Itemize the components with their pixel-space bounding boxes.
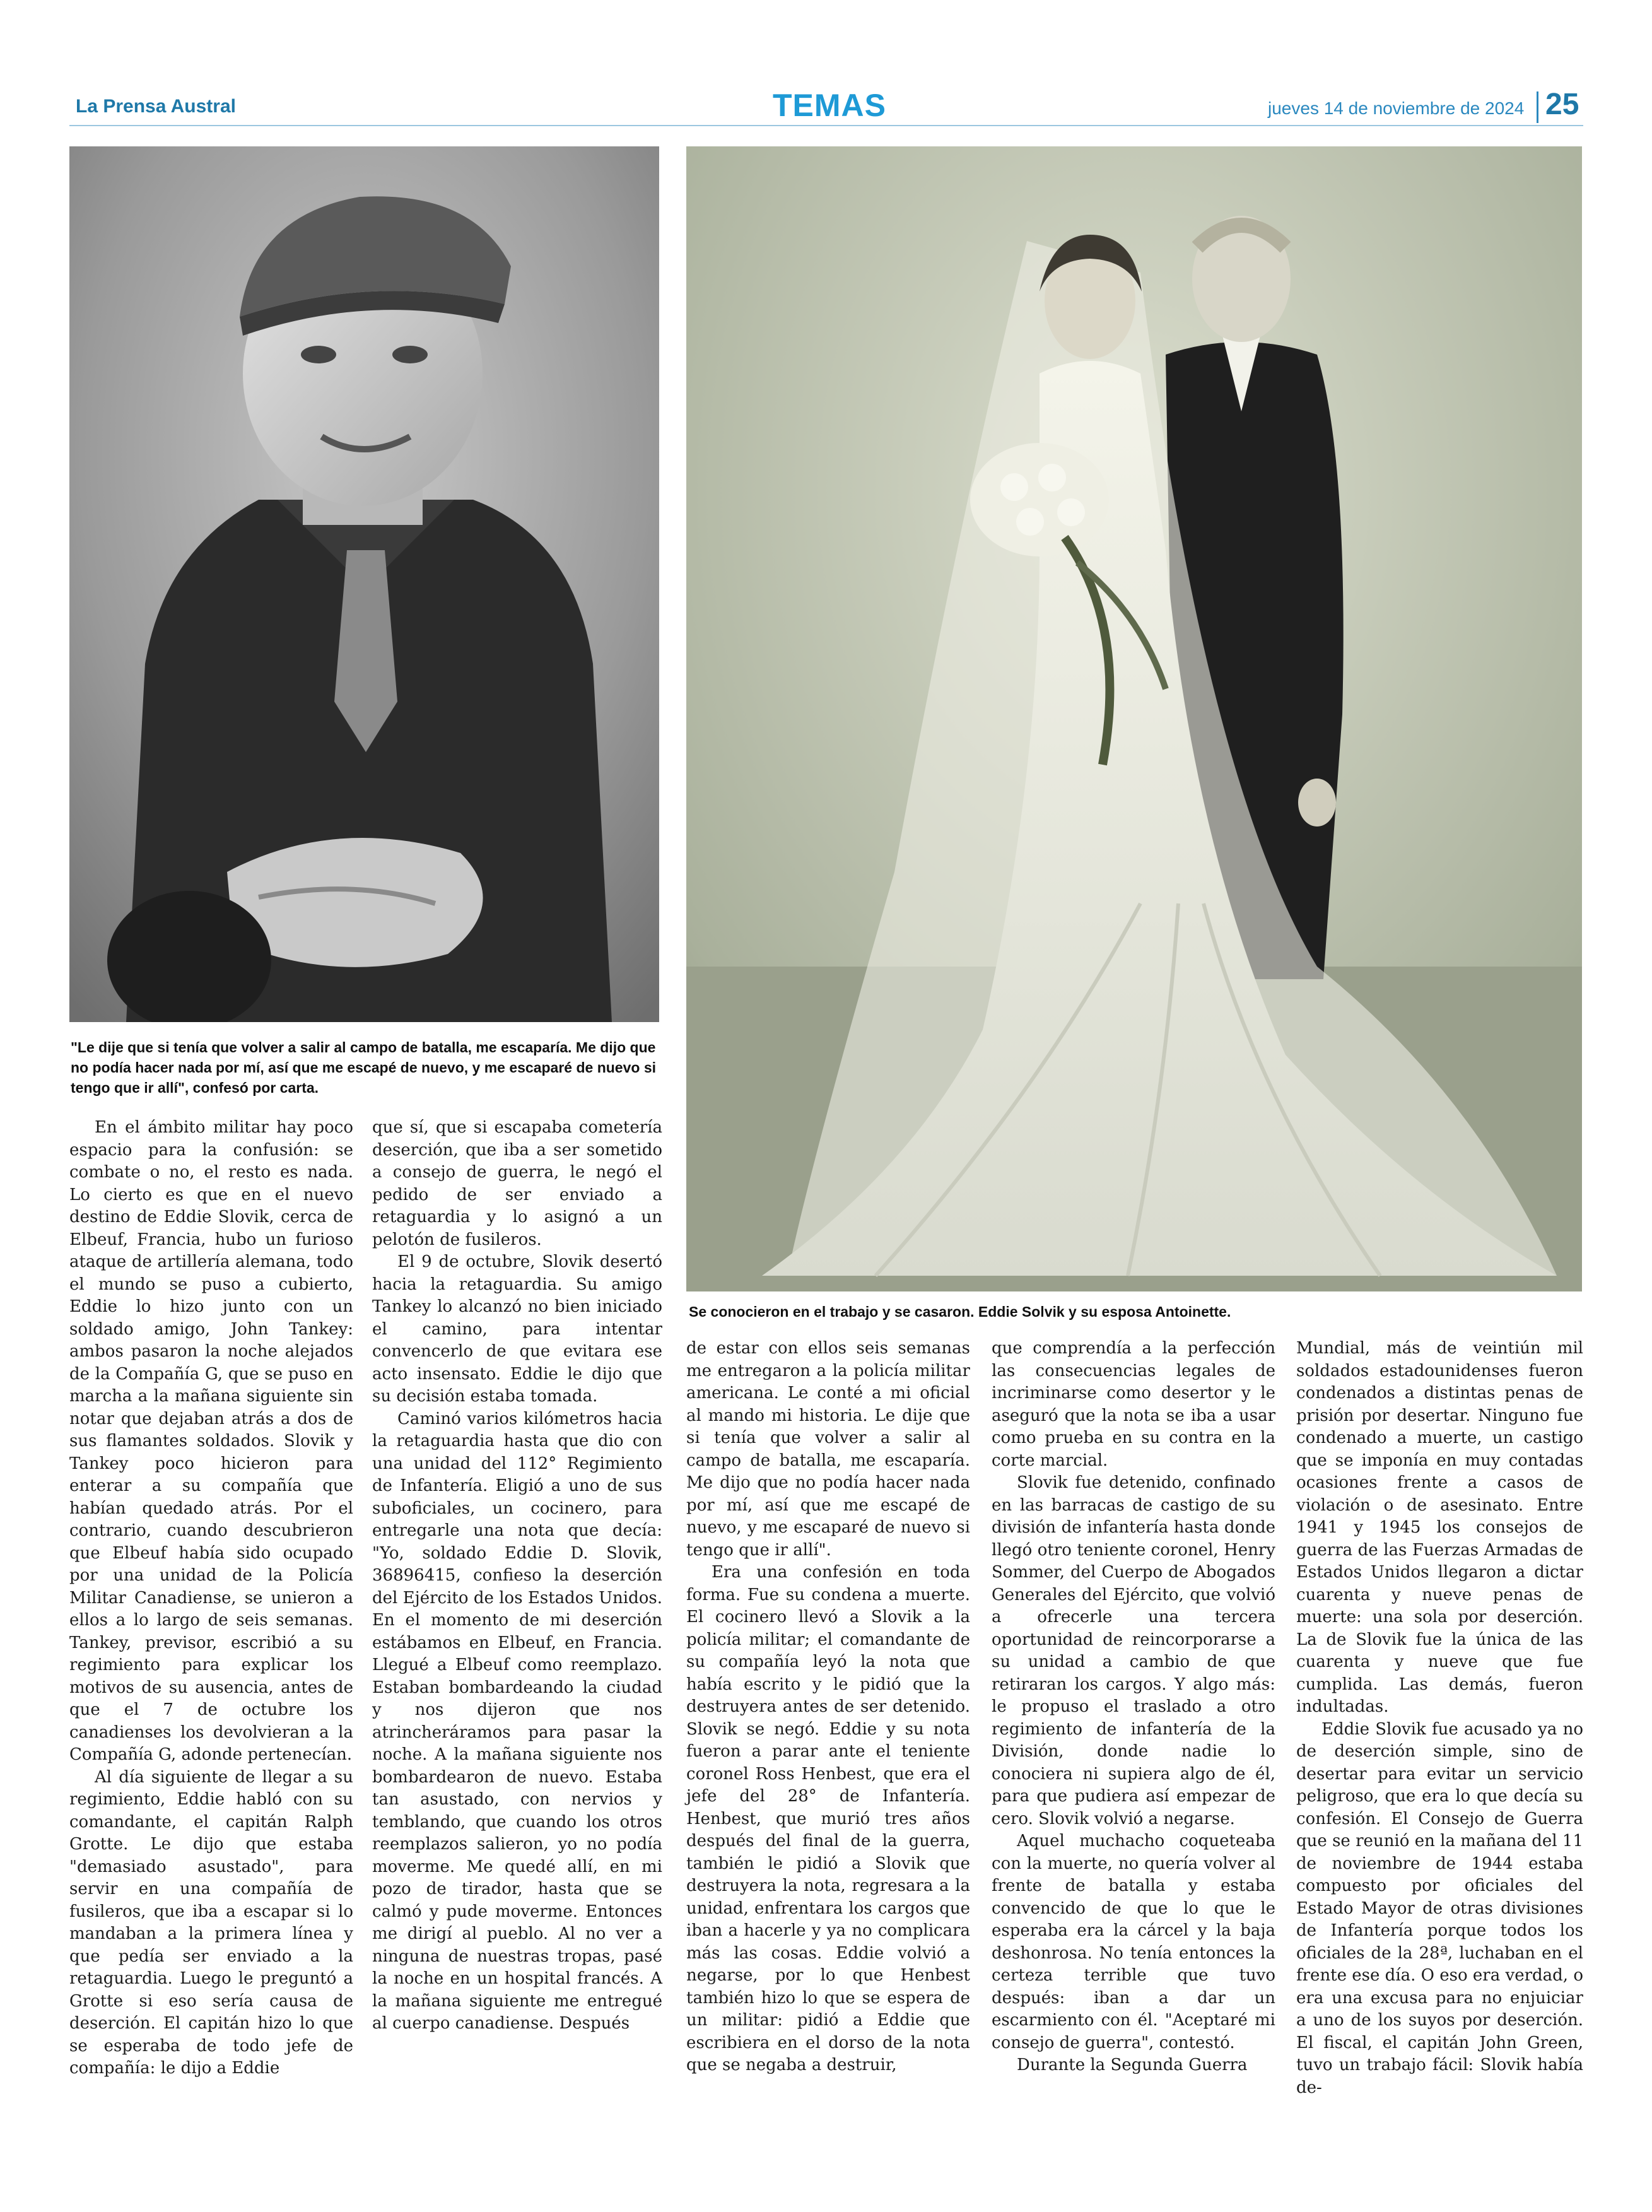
wedding-photo [686,146,1582,1291]
paragraph: Era una confesión en toda forma. Fue su condena a muerte. El cocinero llevó a Slovik a la policía militar; el comandante de su compañía leyó la nota que había escrito y le pidió que la destruyera antes de ser detenido. Slovik se negó. Eddie y su nota fueron a parar ante el teniente coronel Ross Henbest, que era el jefe del 28° de Infantería. Henbest, que murió tres años después del final de la guerra, también le pidió a Slovik que destruyera la nota, regresara a la unidad, enfrentara los cargos que iban a hacerle y ya no complicara más las cosas. Eddie volvió a negarse, por lo que Henbest también hizo lo que se espera de un militar: pidió a Eddie que escribiera en el dorso de la nota que se negaba a destruir, [686,1563,970,2074]
article-column-4 [992,1338,1275,2077]
paragraph: Eddie Slovik fue acusado ya no de deserción simple, sino de desertar para evitar un servicio peligroso, que era lo que decía su confesión. El Consejo de Guerra que se reunió en la mañana del 11 de noviembre de 1944 estaba compuesto por oficiales del Estado Mayor de otras divisiones de Infantería porque todos los oficiales de la 28ª, luchaban en el frente ese día. O eso era verdad, o era una excusa para no enjuiciar a uno de los suyos por deserción. El fiscal, el capitán John Green, tuvo un trabajo fácil: Slovik había de- [1296,1719,1583,2097]
page-header [0,0,1652,132]
paragraph: que sí, que si escapaba cometería deserción, que iba a ser sometido a consejo de guerra, le negó el pedido de ser enviado a retaguardia y lo asignó a un pelotón de fusileros. [372,1118,662,1249]
paragraph: Slovik fue detenido, confinado en las barracas de castigo de su división de infantería hasta donde llegó otro teniente coronel, Henry Sommer, del Cuerpo de Abogados Generales del Ejército, que volvió a ofrecerle una tercera oportunidad de reincorporarse a su unidad a cambio de que retiraran los cargos. Y algo más: le propuso el traslado a otro regimiento de infantería de la División, donde nadie lo conociera ni supiera algo de él, para que pudiera así empezar de cero. Slovik volvió a negarse. [992,1473,1275,1828]
section-title: TEMAS [773,88,886,123]
paragraph: Aquel muchacho coqueteaba con la muerte, no quería volver al frente de batalla y estaba convencido de que lo que le esperaba era la cárcel y la baja deshonrosa. No tenía entonces la certeza terrible que tuvo después: iban a dar un escarmiento con él. "Aceptaré mi consejo de guerra", contestó. [992,1832,1275,2052]
wedding-photo-caption: Se conocieron en el trabajo y se casaron. Eddie Solvik y su esposa Antoinette. [689,1303,1231,1320]
soldier-photo-caption: "Le dije que si tenía que volver a salir al campo de batalla, me escaparía. Me dijo que no podía hacer nada por mí, así que me escapé de nuevo, y me escaparé de nuevo si tengo que ir allí", confesó por carta. [71,1039,657,1096]
page-number: 25 [1545,88,1579,121]
article-column-1 [69,1117,353,2080]
article-column-3 [686,1338,970,2077]
header-divider [1537,91,1538,123]
paragraph: de estar con ellos seis semanas me entregaron a la policía militar americana. Le conté a mi oficial al mando mi historia. Le dije que si tenía que volver a salir al campo de batalla, me escaparía. Me dijo que no podía hacer nada por mí, así que me escapé de nuevo, y me escaparé de nuevo si tengo que ir allí". [686,1339,970,1560]
article-column-5 [1296,1338,1583,2099]
paragraph: En el ámbito militar hay poco espacio para la confusión: se combate o no, el resto es nada. Lo cierto es que en el nuevo destino de Eddie Slovik, cerca de Elbeuf, Francia, hubo un furioso ataque de artillería alemana, todo el mundo se puso a cubierto, Eddie lo hizo junto con un soldado amigo, John Tankey: ambos pasaron la noche alejados de la Compañía G, que se puso en marcha a la mañana siguiente sin notar que dejaban atrás a dos de sus flamantes soldados. Slovik y Tankey poco hicieron para enterar a su compañía que habían quedado atrás. Por el contrario, cuando descubrieron que Elbeuf había sido ocupado por una unidad de la Policía Militar Canadiense, se unieron a ellos a lo largo de seis semanas. Tankey, previsor, escribió a su regimiento para explicar los motivos de su ausencia, antes de que el 7 de octubre los canadienses los devolvieran a la Compañía G, adonde pertenecían. [69,1118,353,1764]
paragraph: Al día siguiente de llegar a su regimiento, Eddie habló con su comandante, el capitán Ralph Grotte. Le dijo que estaba "demasiado asustado", para servir en una compañía de fusileros, que iba a escapar si lo mandaban a la primera línea y que pedía ser enviado a la retaguardia. Luego le preguntó a Grotte si eso sería causa de deserción. El capitán hizo lo que se esperaba de todo jefe de compañía: le dijo a Eddie [69,1767,353,2078]
header-rule [69,125,1583,126]
paragraph: Mundial, más de veintiún mil soldados estadounidenses fueron condenados a distintas penas de prisión por desertar. Ninguno fue condenado a muerte, un castigo que se imponía en muy contadas ocasiones frente a casos de violación o de asesinato. Entre 1941 y 1945 los consejos de guerra de las Fuerzas Armadas de Estados Unidos llegaron a dictar cuarenta y nueve penas de muerte: una sola por deserción. La de Slovik fue la única de las cuarenta y nueve que fue cumplida. Las demás, fueron indultadas. [1296,1339,1583,1716]
soldier-portrait-photo [69,146,659,1022]
paragraph: Durante la Segunda Guerra [1017,2056,1248,2074]
paragraph: El 9 de octubre, Slovik desertó hacia la retaguardia. Su amigo Tankey lo alcanzó no bien iniciado el camino, para intentar convencerlo de que evitara ese acto insensato. Eddie le dijo que su decisión estaba tomada. [372,1252,662,1406]
paragraph: Caminó varios kilómetros hacia la retaguardia hasta que dio con una unidad del 112° Regimiento de Infantería. Eligió a uno de sus suboficiales, un cocinero, para entregarle una nota que decía: "Yo, soldado Eddie D. Slovik, 36896415, confieso la deserción del Ejército de los Estados Unidos. En el momento de mi deserción estábamos en Elbeuf, en Francia. Llegué a Elbeuf como reemplazo. Estaban bombardeando la ciudad y nos dijeron que nos atrincheráramos para pasar la noche. A la mañana siguiente nos bombardearon de nuevo. Estaba tan asustado, con nervios y temblando, que cuando los otros reemplazos salieron, yo no podía moverme. Me quedé allí, en mi pozo de tirador, hasta que se calmó y pude moverme. Entonces me dirigí al pueblo. Al no ver a ninguna de nuestras tropas, pasé la noche en un hospital francés. A la mañana siguiente me entregué al cuerpo canadiense. Después [372,1409,662,2033]
issue-date: jueves 14 de noviembre de 2024 [1268,98,1525,118]
article-column-2 [372,1117,662,2035]
newspaper-name: La Prensa Austral [76,96,236,117]
paragraph: que comprendía a la perfección las consecuencias legales de incriminarse como desertor y le aseguró que la nota se iba a usar como prueba en su contra en la corte marcial. [992,1339,1275,1470]
